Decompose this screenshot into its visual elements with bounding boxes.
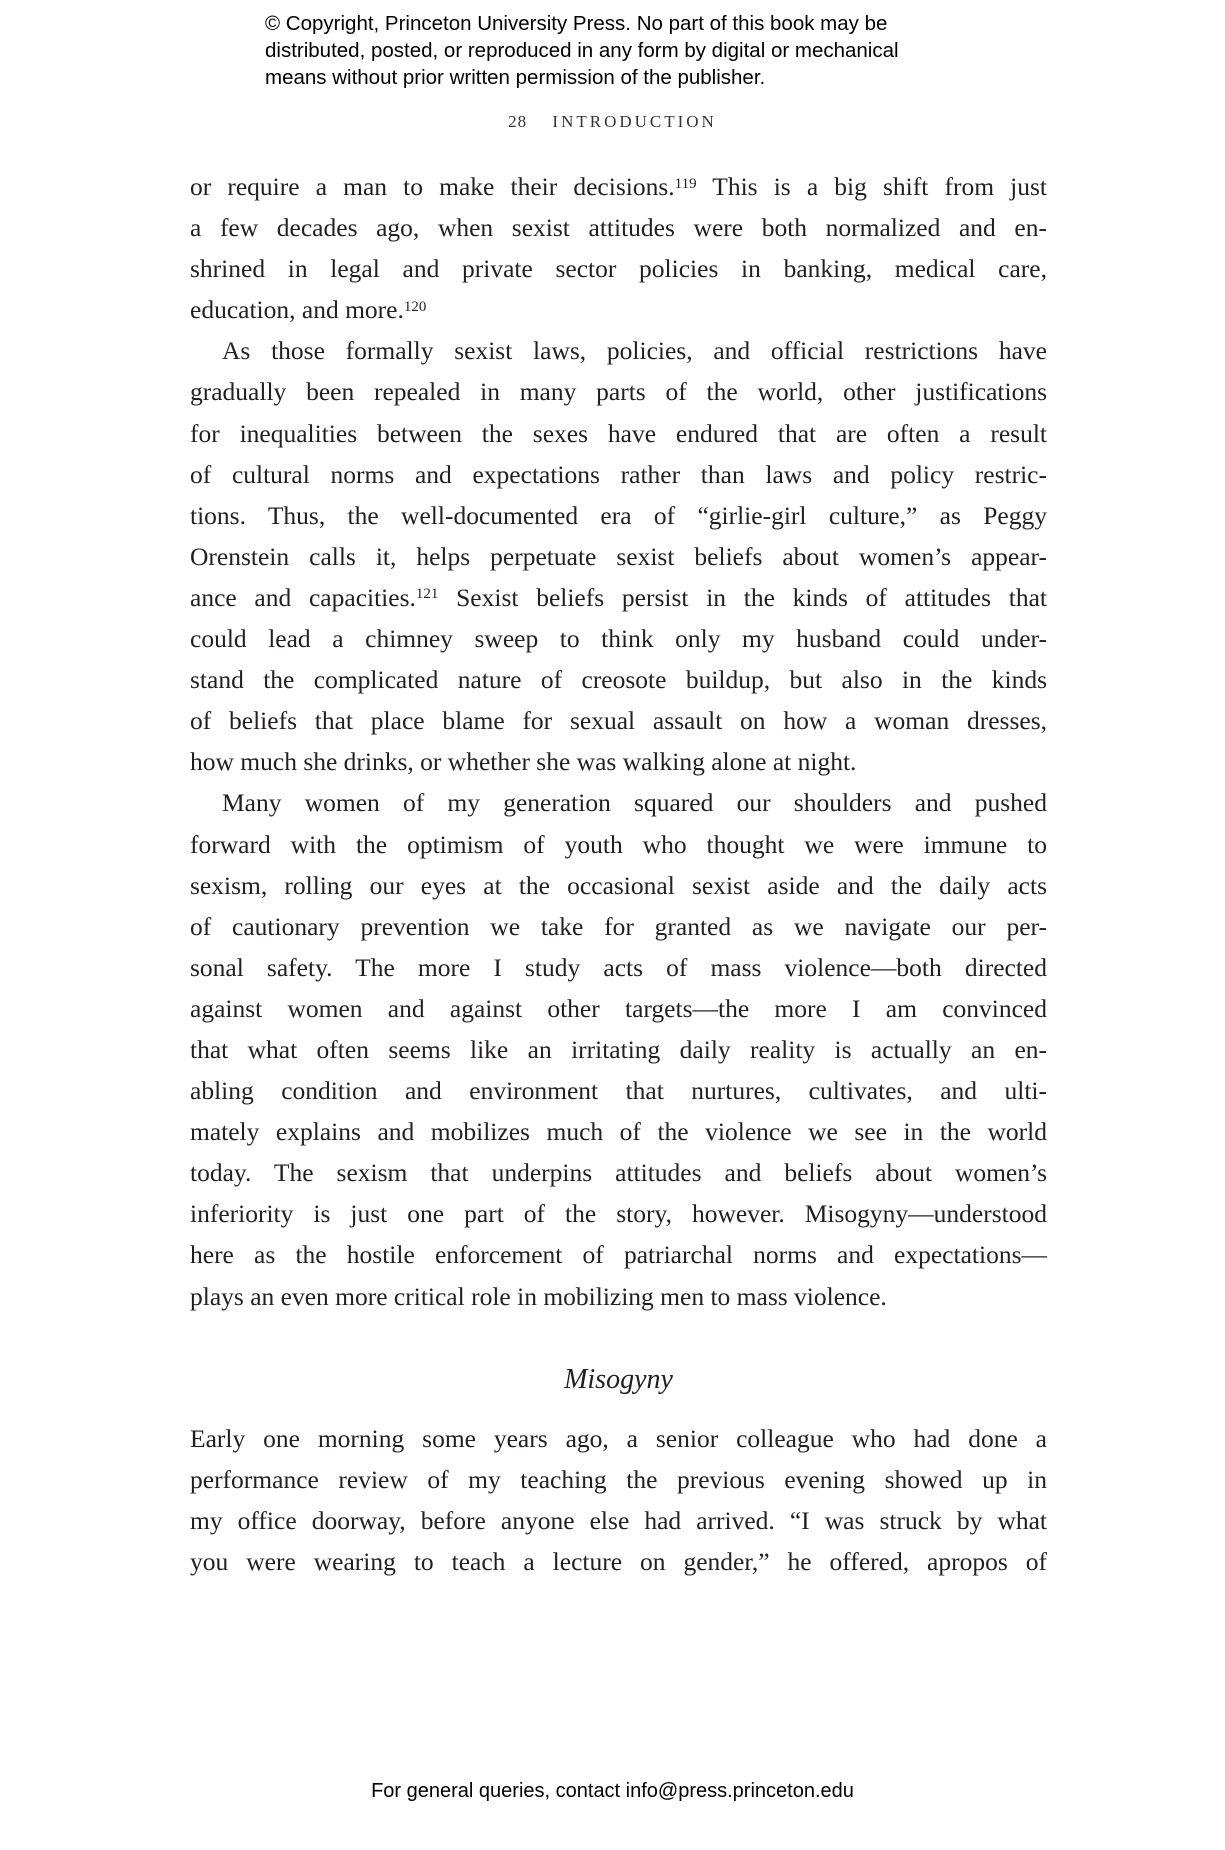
text-line: [190, 741, 1047, 782]
text-line: [190, 1111, 1047, 1152]
text-run: my office doorway, before anyone else had arrived. “I was struck by what: [190, 1505, 1047, 1535]
text-run: you were wearing to teach a lecture on gender,” he offered, apropos of: [190, 1546, 1047, 1576]
text-line: [190, 330, 1047, 371]
text-run: performance review of my teaching the previous evening showed up in: [190, 1464, 1047, 1494]
text-run: Early one morning some years ago, a senior colleague who had done a: [190, 1423, 1047, 1453]
text-line: [190, 947, 1047, 988]
text-run: As those formally sexist laws, policies, and official restrictions have: [222, 336, 1047, 366]
text-line: [190, 289, 1047, 330]
text-line: [190, 536, 1047, 577]
text-run: ance and capacities.: [190, 582, 416, 612]
text-run: abling condition and environment that nurtures, cultivates, and ulti-: [190, 1076, 1047, 1106]
footnote-marker[interactable]: 120: [403, 298, 427, 315]
text-run: mately explains and mobilizes much of the violence we see in the world: [190, 1117, 1047, 1147]
text-run: education, and more.: [190, 295, 404, 325]
text-line: [190, 248, 1047, 289]
text-line: [190, 782, 1047, 823]
text-line: [190, 1541, 1047, 1582]
copyright-line: © Copyright, Princeton University Press. No part of this book may be: [265, 12, 888, 35]
text-line: [190, 1459, 1047, 1500]
paragraph: [190, 330, 1047, 782]
text-run: for inequalities between the sexes have endured that are often a result: [190, 418, 1047, 448]
text-run: gradually been repealed in many parts of the world, other justifications: [190, 377, 1047, 407]
text-run: This is a big shift from just: [696, 172, 1047, 201]
text-run: against women and against other targets—the more I am convinced: [190, 993, 1047, 1023]
text-line: [190, 207, 1047, 248]
text-run: how much she drinks, or whether she was walking alone at night.: [190, 747, 857, 777]
text-run: of cautionary prevention we take for granted as we navigate our per-: [190, 911, 1047, 941]
text-line: [190, 1029, 1047, 1070]
text-line: [190, 1276, 1047, 1317]
paragraph: [190, 166, 1047, 330]
text-line: [190, 1234, 1047, 1275]
text-run: could lead a chimney sweep to think only my husband could under-: [190, 624, 1047, 654]
text-line: [190, 1070, 1047, 1111]
text-line: [190, 1152, 1047, 1193]
text-run: sexism, rolling our eyes at the occasional sexist aside and the daily acts: [190, 870, 1047, 900]
text-run: shrined in legal and private sector policies in banking, medical care,: [190, 254, 1047, 284]
copyright-notice: [265, 10, 1005, 91]
text-run: of beliefs that place blame for sexual assault on how a woman dresses,: [190, 706, 1047, 736]
running-head: [0, 112, 1225, 132]
text-line: [190, 495, 1047, 536]
body-text: [190, 166, 1047, 1582]
text-line: [190, 618, 1047, 659]
text-run: tions. Thus, the well-documented era of “girlie-girl culture,” as Peggy: [190, 500, 1047, 530]
text-run: inferiority is just one part of the story, however. Misogyny—understood: [190, 1199, 1047, 1229]
text-line: [190, 577, 1047, 618]
paragraph: [190, 1418, 1047, 1582]
text-run: a few decades ago, when sexist attitudes were both normalized and en-: [190, 213, 1047, 243]
text-line: [190, 659, 1047, 700]
footnote-marker[interactable]: 121: [415, 586, 439, 603]
paragraph: [190, 782, 1047, 1316]
text-run: stand the complicated nature of creosote buildup, but also in the kinds: [190, 665, 1047, 695]
text-line: [190, 454, 1047, 495]
text-run: Sexist beliefs persist in the kinds of attitudes that: [438, 582, 1048, 612]
chapter-title: INTRODUCTION: [552, 112, 717, 131]
copyright-line: means without prior written permission of the publisher.: [265, 66, 766, 89]
text-line: [190, 865, 1047, 906]
text-line: [190, 166, 1047, 207]
page-number: 28: [508, 112, 528, 131]
text-run: plays an even more critical role in mobilizing men to mass violence.: [190, 1281, 887, 1311]
text-run: here as the hostile enforcement of patriarchal norms and expectations—: [190, 1240, 1047, 1270]
text-run: or require a man to make their decisions.: [190, 172, 675, 201]
text-line: [190, 906, 1047, 947]
text-run: that what often seems like an irritating daily reality is actually an en-: [190, 1034, 1047, 1064]
text-run: Orenstein calls it, helps perpetuate sexist beliefs about women’s appear-: [190, 541, 1047, 571]
text-run: forward with the optimism of youth who thought we were immune to: [190, 829, 1047, 859]
text-run: today. The sexism that underpins attitudes and beliefs about women’s: [190, 1158, 1047, 1188]
text-run: sonal safety. The more I study acts of mass violence—both directed: [190, 952, 1047, 982]
copyright-line: distributed, posted, or reproduced in any form by digital or mechanical: [265, 39, 899, 62]
text-run: Many women of my generation squared our shoulders and pushed: [222, 788, 1047, 818]
text-run: of cultural norms and expectations rather than laws and policy restric-: [190, 459, 1047, 489]
text-line: [190, 988, 1047, 1029]
text-line: [190, 1418, 1047, 1459]
text-line: [190, 1193, 1047, 1234]
footnote-marker[interactable]: 119: [674, 175, 697, 192]
text-line: [190, 1500, 1047, 1541]
text-line: [190, 824, 1047, 865]
text-line: [190, 371, 1047, 412]
footer-contact: For general queries, contact info@press.princeton.edu: [371, 1780, 854, 1802]
text-line: [190, 700, 1047, 741]
section-heading: Misogyny: [564, 1363, 673, 1395]
text-line: [190, 413, 1047, 454]
